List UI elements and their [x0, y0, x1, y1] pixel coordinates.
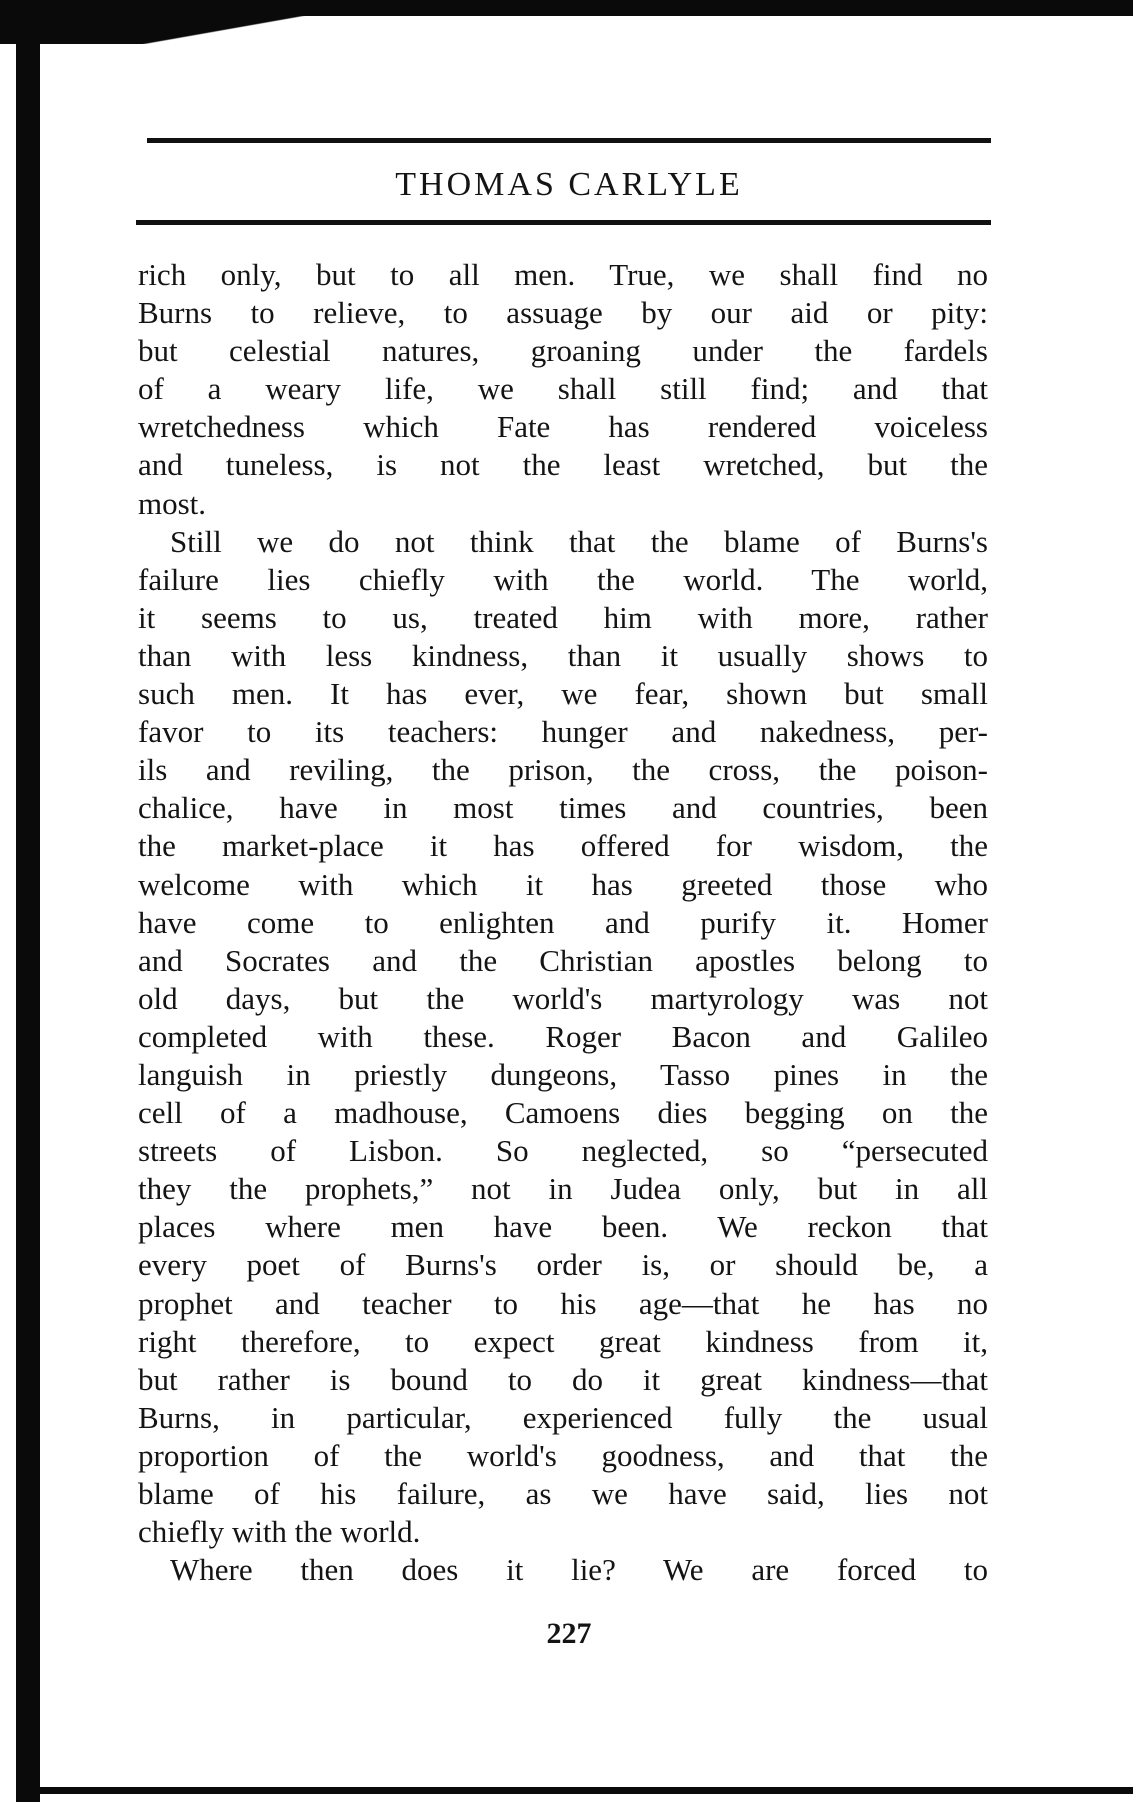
text-line: but celestial natures, groaning under the fardels: [138, 333, 988, 369]
text-line: places where men have been. We reckon that: [138, 1209, 988, 1245]
scan-edge-left: [16, 36, 40, 1802]
header-rule-top: [147, 138, 991, 143]
body-text: [138, 256, 988, 1589]
scan-edge-bottom: [34, 1787, 1133, 1794]
text-line: the market-place it has offered for wisdom, the: [138, 828, 988, 864]
text-line: every poet of Burns's order is, or should be, a: [138, 1247, 988, 1283]
text-line: of a weary life, we shall still find; and that: [138, 371, 988, 407]
text-line: rich only, but to all men. True, we shall find no: [138, 257, 988, 292]
text-line: favor to its teachers: hunger and nakedness, per-: [138, 714, 988, 750]
text-line: completed with these. Roger Bacon and Galileo: [138, 1018, 988, 1054]
text-line: it seems to us, treated him with more, rather: [138, 599, 988, 635]
page-number: 227: [546, 1617, 592, 1650]
text-line: wretchedness which Fate has rendered voiceless: [138, 409, 988, 445]
text-line: than with less kindness, than it usually shows to: [138, 637, 988, 673]
text-line: cell of a madhouse, Camoens dies begging on the: [138, 1095, 988, 1131]
text-line: but rather is bound to do it great kindness—that: [138, 1361, 988, 1397]
text-line: and Socrates and the Christian apostles belong to: [138, 942, 988, 978]
text-line: failure lies chiefly with the world. The world,: [138, 561, 988, 597]
text-line: have come to enlighten and purify it. Homer: [138, 904, 988, 940]
text-line: and tuneless, is not the least wretched, but the: [138, 447, 988, 483]
text-line: streets of Lisbon. So neglected, so “persecuted: [138, 1133, 988, 1169]
text-line: chalice, have in most times and countries, been: [138, 790, 988, 826]
text-line: welcome with which it has greeted those who: [138, 866, 988, 902]
text-line: old days, but the world's martyrology was not: [138, 980, 988, 1016]
scan-edge-top-fold: [0, 0, 460, 44]
header-rule-bottom: [136, 220, 991, 225]
text-line: Still we do not think that the blame of Burns's: [170, 523, 988, 559]
text-line: languish in priestly dungeons, Tasso pines in the: [138, 1056, 988, 1092]
text-line: most.: [138, 485, 207, 521]
text-line: Where then does it lie? We are forced to: [170, 1552, 988, 1588]
text-line: they the prophets,” not in Judea only, but in all: [138, 1171, 988, 1207]
text-line: prophet and teacher to his age—that he has no: [138, 1285, 988, 1321]
text-line: proportion of the world's goodness, and that the: [138, 1437, 988, 1473]
text-line: Burns to relieve, to assuage by our aid or pity:: [138, 295, 988, 331]
text-line: ils and reviling, the prison, the cross, the poison-: [138, 752, 988, 788]
text-line: right therefore, to expect great kindness from it,: [138, 1323, 988, 1359]
running-title: THOMAS CARLYLE: [395, 166, 743, 203]
text-line: Burns, in particular, experienced fully the usual: [138, 1399, 988, 1435]
text-line: blame of his failure, as we have said, lies not: [138, 1476, 988, 1511]
text-line: chiefly with the world.: [138, 1514, 421, 1550]
text-line: such men. It has ever, we fear, shown but small: [138, 676, 988, 712]
